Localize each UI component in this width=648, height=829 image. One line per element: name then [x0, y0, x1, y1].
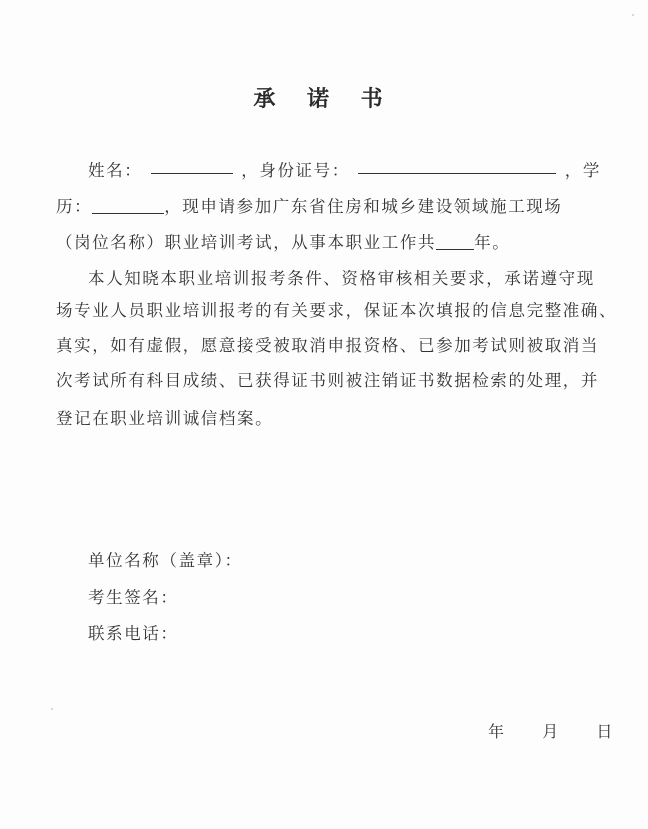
paragraph-line: 次考试所有科目成绩、已获得证书则被注销证书数据检索的处理，并 [56, 371, 599, 390]
form-line-2 [56, 193, 601, 217]
education-prefix: ，学 [564, 161, 601, 180]
education-blank [92, 197, 164, 214]
date-month: 月 [542, 722, 559, 741]
form-line-1 [88, 157, 601, 181]
years-unit: 年。 [474, 233, 511, 252]
name-label: 姓名： [88, 161, 143, 180]
date-line [488, 719, 612, 742]
education-label: 历： [56, 197, 93, 216]
date-day: 日 [596, 722, 613, 741]
date-year: 年 [488, 722, 505, 741]
form-line-3 [56, 229, 601, 253]
paragraph-line: 真实，如有虚假，愿意接受被取消申报资格、已参加考试则被取消当 [56, 336, 599, 355]
unit-name-label: 单位名称（盖章）： [88, 551, 243, 570]
phone-label: 联系电话： [88, 624, 179, 643]
paragraph-line: 登记在职业培训诚信档案。 [56, 409, 274, 428]
education-after: ，现申请参加广东省住房和城乡建设领域施工现场 [164, 197, 563, 216]
id-number-blank [358, 157, 556, 174]
page-title: 承 诺 书 [253, 86, 395, 112]
paragraph-line: 场专业人员职业培训报考的有关要求，保证本次填报的信息完整准确、 [56, 301, 618, 320]
id-number-label: ，身份证号： [241, 161, 350, 180]
name-blank [151, 157, 233, 174]
position-text: （岗位名称）职业培训考试，从事本职业工作共 [56, 233, 437, 252]
paragraph-line: 本人知晓本职业培训报考条件、资格审核相关要求，承诺遵守现 [88, 269, 595, 288]
candidate-signature-label: 考生签名： [88, 588, 179, 607]
years-blank [436, 233, 474, 250]
scan-speck [51, 708, 53, 710]
scan-speck [632, 14, 634, 16]
